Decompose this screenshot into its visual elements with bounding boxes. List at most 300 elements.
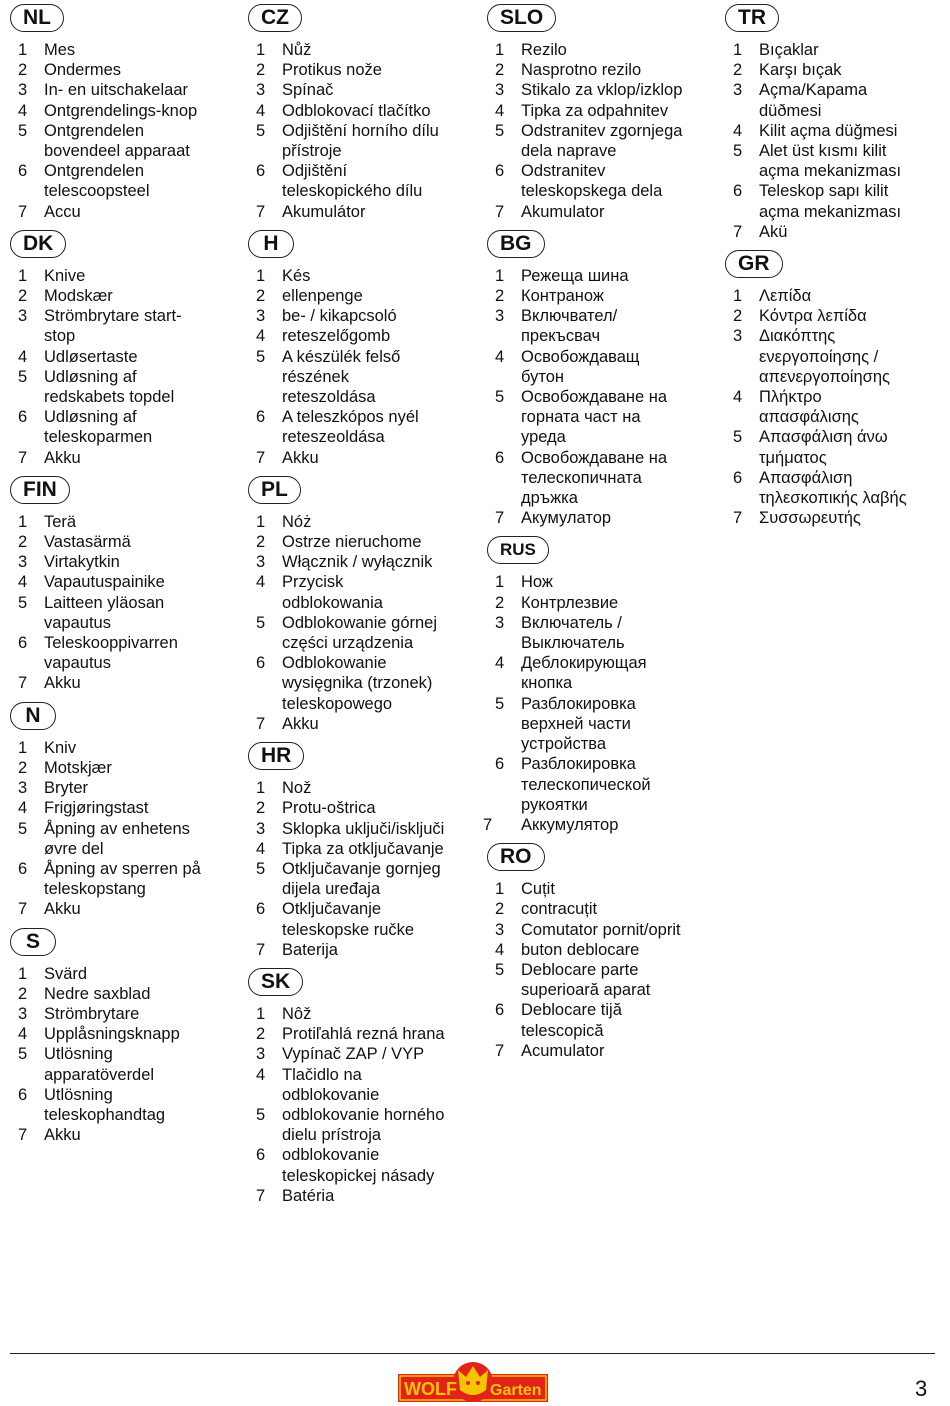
item-label: Συσσωρευτής bbox=[759, 509, 861, 528]
item-number: 4 bbox=[256, 573, 266, 592]
item-label: teleskophandtag bbox=[44, 1105, 166, 1124]
item-number: 2 bbox=[18, 533, 28, 552]
item-label: Comutator pornit/oprit bbox=[521, 920, 681, 939]
parts-list-item bbox=[10, 1004, 201, 1024]
item-label: teleskopickej násady bbox=[282, 1166, 435, 1185]
item-label: Контрлезвие bbox=[521, 593, 619, 612]
item-label: Protikus nože bbox=[282, 61, 382, 80]
parts-list-item bbox=[10, 758, 201, 778]
item-label: Ontgrendelen bbox=[44, 162, 144, 181]
parts-list-item bbox=[487, 754, 682, 815]
item-number: 1 bbox=[256, 41, 266, 59]
parts-list-item bbox=[487, 121, 682, 161]
item-label: Ondermes bbox=[44, 61, 122, 80]
item-number: 3 bbox=[256, 819, 266, 838]
item-label: τηλεσκοπικής λαβής bbox=[759, 489, 907, 508]
item-label: бутон bbox=[521, 367, 564, 386]
item-label: Акумулатор bbox=[521, 509, 612, 528]
item-label: teleskoparmen bbox=[44, 428, 153, 447]
item-label: stop bbox=[44, 327, 76, 346]
item-label: odblokovanie bbox=[282, 1085, 380, 1104]
item-number: 4 bbox=[495, 101, 505, 120]
item-number: 4 bbox=[495, 654, 505, 673]
item-number: 1 bbox=[256, 779, 266, 798]
item-number: 6 bbox=[256, 900, 266, 919]
parts-list-item bbox=[248, 778, 445, 798]
parts-list-item bbox=[10, 899, 201, 919]
item-number: 2 bbox=[18, 758, 28, 777]
parts-list-item bbox=[248, 266, 445, 286]
item-label: Strömbrytare start- bbox=[44, 307, 182, 326]
parts-list-item bbox=[487, 653, 682, 693]
item-label: reteszelőgomb bbox=[282, 327, 391, 346]
item-number: 2 bbox=[495, 61, 505, 80]
parts-list-item bbox=[725, 306, 907, 326]
item-label: Kés bbox=[282, 266, 311, 285]
language-code-badge: RUS bbox=[487, 536, 549, 564]
parts-list-item bbox=[10, 202, 201, 222]
item-number: 1 bbox=[18, 41, 28, 59]
item-label: dela naprave bbox=[521, 142, 617, 161]
item-label: A teleszkópos nyél bbox=[282, 408, 419, 427]
item-label: Nedre saxblad bbox=[44, 984, 151, 1003]
item-label: Nůž bbox=[282, 41, 312, 59]
item-label: buton deblocare bbox=[521, 940, 640, 959]
item-label: Διακόπτης bbox=[759, 327, 836, 346]
parts-list-item bbox=[248, 653, 445, 714]
parts-list-item bbox=[10, 40, 201, 60]
page-number: 3 bbox=[915, 1376, 928, 1401]
parts-list-item bbox=[483, 815, 682, 835]
item-label: απασφάλισης bbox=[759, 408, 859, 427]
parts-list-item bbox=[10, 101, 201, 121]
parts-list-item bbox=[248, 40, 445, 60]
language-section-s bbox=[10, 928, 201, 1146]
item-label: Stikalo za vklop/izklop bbox=[521, 81, 683, 100]
parts-list-item bbox=[248, 1186, 445, 1206]
language-code-badge: SK bbox=[248, 968, 303, 996]
item-label: Udløsning af bbox=[44, 408, 137, 427]
item-label: apparatöverdel bbox=[44, 1065, 155, 1084]
parts-list-item bbox=[725, 181, 907, 221]
item-label: Strömbrytare bbox=[44, 1004, 140, 1023]
item-number: 7 bbox=[733, 222, 743, 241]
item-number: 6 bbox=[495, 448, 505, 467]
item-number: 5 bbox=[18, 593, 28, 612]
parts-list-item bbox=[10, 532, 201, 552]
item-label: Включатель / bbox=[521, 613, 622, 632]
item-number: 6 bbox=[256, 1146, 266, 1165]
parts-list-item bbox=[248, 839, 445, 859]
item-label: In- en uitschakelaar bbox=[44, 81, 188, 100]
language-code-badge: GR bbox=[725, 250, 783, 278]
parts-list-item bbox=[487, 80, 682, 100]
parts-list-item bbox=[725, 60, 907, 80]
item-label: Motskjær bbox=[44, 758, 112, 777]
item-number: 3 bbox=[733, 81, 743, 100]
item-number: 6 bbox=[733, 182, 743, 201]
item-number: 3 bbox=[495, 920, 505, 939]
item-label: Режеща шина bbox=[521, 266, 629, 285]
item-number: 3 bbox=[18, 779, 28, 798]
item-label: A készülék felső bbox=[282, 347, 401, 366]
item-number: 6 bbox=[18, 1085, 28, 1104]
item-number: 1 bbox=[733, 41, 743, 59]
item-number: 1 bbox=[18, 266, 28, 285]
item-number: 4 bbox=[256, 327, 266, 346]
parts-list-item bbox=[10, 819, 201, 859]
parts-list-item bbox=[487, 1000, 682, 1040]
parts-list-item bbox=[487, 899, 682, 919]
item-label: Odjištění horního dílu bbox=[282, 121, 439, 140]
item-label: Spínač bbox=[282, 81, 334, 100]
item-label: Åpning av enhetens bbox=[44, 819, 190, 838]
item-label: Odjištění bbox=[282, 162, 348, 181]
language-code-badge: PL bbox=[248, 476, 301, 504]
item-number: 6 bbox=[18, 162, 28, 181]
item-label: Otključavanje gornjeg bbox=[282, 859, 441, 878]
item-label: Odblokovací tlačítko bbox=[282, 101, 431, 120]
item-label: Nóż bbox=[282, 512, 312, 531]
language-section-rus bbox=[483, 536, 682, 835]
item-label: teleskopstang bbox=[44, 880, 146, 899]
item-label: Κόντρα λεπίδα bbox=[759, 307, 867, 326]
item-label: Nož bbox=[282, 779, 312, 798]
language-code-badge: NL bbox=[10, 4, 64, 32]
item-number: 1 bbox=[18, 964, 28, 983]
parts-list-item bbox=[10, 80, 201, 100]
language-section-n bbox=[10, 702, 201, 920]
item-number: 2 bbox=[256, 287, 266, 306]
item-label: Освобождаващ bbox=[521, 347, 640, 366]
parts-list-item bbox=[248, 1065, 445, 1105]
item-label: Frigjøringstast bbox=[44, 799, 149, 818]
parts-list-item bbox=[248, 1004, 445, 1024]
item-number: 3 bbox=[18, 81, 28, 100]
item-number: 4 bbox=[256, 1065, 266, 1084]
item-number: 7 bbox=[256, 940, 266, 959]
item-label: дръжка bbox=[521, 489, 578, 508]
item-number: 3 bbox=[18, 553, 28, 572]
item-label: Protiľahlá rezná hrana bbox=[282, 1025, 445, 1044]
item-label: Protu-oštrica bbox=[282, 799, 376, 818]
parts-list-item bbox=[487, 593, 682, 613]
item-number: 6 bbox=[256, 162, 266, 181]
item-label: düðmesi bbox=[759, 101, 822, 120]
parts-list-item bbox=[10, 448, 201, 468]
parts-list-item bbox=[10, 633, 201, 673]
item-number: 5 bbox=[256, 121, 266, 140]
parts-list-item bbox=[10, 1125, 201, 1145]
item-label: Выключатель bbox=[521, 634, 625, 653]
language-section-pl bbox=[248, 476, 445, 734]
parts-list-item bbox=[10, 593, 201, 633]
parts-list-item bbox=[10, 964, 201, 984]
item-number: 7 bbox=[18, 674, 28, 693]
parts-list-item bbox=[487, 940, 682, 960]
item-label: Vapautuspainike bbox=[44, 573, 165, 592]
item-number: 4 bbox=[18, 573, 28, 592]
language-section-tr bbox=[725, 4, 907, 242]
parts-list-item bbox=[10, 347, 201, 367]
item-label: Vypínač ZAP / VYP bbox=[282, 1045, 425, 1064]
item-number: 5 bbox=[495, 388, 505, 407]
item-label: Laitteen yläosan bbox=[44, 593, 165, 612]
language-column-3 bbox=[483, 4, 683, 1069]
parts-list-item bbox=[725, 222, 907, 242]
item-number: 4 bbox=[18, 101, 28, 120]
parts-list-item bbox=[10, 572, 201, 592]
item-number: 7 bbox=[18, 900, 28, 919]
parts-list-item bbox=[248, 1105, 445, 1145]
item-number: 7 bbox=[18, 448, 28, 467]
parts-list-item bbox=[487, 60, 682, 80]
item-label: Akku bbox=[282, 714, 319, 733]
item-number: 7 bbox=[483, 815, 493, 834]
item-label: устройства bbox=[521, 735, 607, 754]
language-code-badge: HR bbox=[248, 742, 304, 770]
parts-list-item bbox=[487, 960, 682, 1000]
item-label: részének bbox=[282, 367, 349, 386]
item-label: Разблокировка bbox=[521, 755, 636, 774]
wolf-garten-logo bbox=[398, 1360, 548, 1406]
item-label: Kniv bbox=[44, 738, 77, 757]
item-label: Tipka za otključavanje bbox=[282, 839, 444, 858]
item-label: Включвател/ bbox=[521, 307, 618, 326]
item-label: Utlösning bbox=[44, 1085, 113, 1104]
item-number: 7 bbox=[256, 714, 266, 733]
logo-text-wolf: WOLF bbox=[404, 1379, 457, 1399]
item-number: 6 bbox=[495, 1001, 505, 1020]
item-number: 7 bbox=[256, 448, 266, 467]
parts-list-item bbox=[725, 40, 907, 60]
item-label: części urządzenia bbox=[282, 634, 414, 653]
item-label: Açma/Kapama bbox=[759, 81, 868, 100]
item-number: 5 bbox=[18, 1045, 28, 1064]
item-label: Освобождаване на bbox=[521, 448, 668, 467]
item-label: Teleskop sapı kilit bbox=[759, 182, 889, 201]
item-label: Tlačidlo na bbox=[282, 1065, 362, 1084]
language-code-badge: DK bbox=[10, 230, 66, 258]
item-number: 1 bbox=[256, 266, 266, 285]
item-number: 1 bbox=[495, 41, 505, 59]
item-number: 1 bbox=[256, 512, 266, 531]
item-label: Απασφάλιση άνω bbox=[759, 428, 888, 447]
parts-list-item bbox=[487, 694, 682, 755]
item-label: superioară aparat bbox=[521, 981, 651, 1000]
parts-list-item bbox=[487, 101, 682, 121]
item-label: Kilit açma düğmesi bbox=[759, 121, 898, 140]
parts-list-item bbox=[725, 508, 907, 528]
parts-list-item bbox=[248, 161, 445, 201]
item-number: 2 bbox=[256, 799, 266, 818]
language-section-hr bbox=[248, 742, 445, 960]
item-label: Sklopka uključi/isključi bbox=[282, 819, 445, 838]
parts-list-item bbox=[487, 161, 682, 201]
language-section-dk bbox=[10, 230, 201, 468]
language-section-gr bbox=[725, 250, 907, 528]
item-number: 6 bbox=[256, 654, 266, 673]
item-number: 1 bbox=[495, 880, 505, 899]
item-number: 7 bbox=[495, 202, 505, 221]
item-label: Knive bbox=[44, 266, 86, 285]
item-number: 2 bbox=[256, 533, 266, 552]
item-label: telescoopsteel bbox=[44, 182, 150, 201]
item-number: 1 bbox=[733, 287, 743, 306]
parts-list-item bbox=[725, 286, 907, 306]
parts-list-item bbox=[10, 859, 201, 899]
item-label: reteszoldása bbox=[282, 388, 376, 407]
item-number: 7 bbox=[18, 202, 28, 221]
item-label: wysięgnika (trzonek) bbox=[282, 674, 433, 693]
parts-list-item bbox=[248, 512, 445, 532]
item-number: 5 bbox=[495, 121, 505, 140]
item-number: 2 bbox=[495, 900, 505, 919]
item-label: Utlösning bbox=[44, 1045, 113, 1064]
parts-list-item bbox=[248, 613, 445, 653]
item-number: 5 bbox=[18, 819, 28, 838]
item-number: 6 bbox=[495, 755, 505, 774]
item-number: 5 bbox=[256, 1105, 266, 1124]
parts-list-item bbox=[248, 859, 445, 899]
item-label: ellenpenge bbox=[282, 287, 363, 306]
parts-list-item bbox=[248, 1145, 445, 1185]
item-label: bovendeel apparaat bbox=[44, 142, 190, 161]
item-number: 4 bbox=[18, 1025, 28, 1044]
parts-list-item bbox=[487, 306, 682, 346]
item-label: dielu prístroja bbox=[282, 1126, 382, 1145]
item-number: 5 bbox=[256, 347, 266, 366]
parts-list-item bbox=[725, 80, 907, 120]
item-number: 4 bbox=[733, 121, 743, 140]
item-label: Odstranitev zgornjega bbox=[521, 121, 683, 140]
parts-list-item bbox=[10, 1024, 201, 1044]
parts-list-item bbox=[725, 387, 907, 427]
item-label: телескопической bbox=[521, 775, 651, 794]
language-section-sk bbox=[248, 968, 445, 1206]
parts-list-item bbox=[10, 778, 201, 798]
parts-list-item bbox=[487, 1041, 682, 1061]
item-label: кнопка bbox=[521, 674, 573, 693]
item-number: 4 bbox=[495, 347, 505, 366]
item-number: 5 bbox=[18, 121, 28, 140]
item-label: Nasprotno rezilo bbox=[521, 61, 642, 80]
item-number: 6 bbox=[495, 162, 505, 181]
parts-list-item bbox=[248, 532, 445, 552]
language-code-badge: FIN bbox=[10, 476, 70, 504]
item-number: 7 bbox=[495, 1041, 505, 1060]
parts-list-item bbox=[10, 60, 201, 80]
item-number: 4 bbox=[18, 347, 28, 366]
item-label: Upplåsningsknapp bbox=[44, 1025, 180, 1044]
language-section-fin bbox=[10, 476, 201, 694]
item-number: 1 bbox=[495, 573, 505, 592]
item-label: Åpning av sperren på bbox=[44, 859, 201, 878]
item-number: 3 bbox=[495, 307, 505, 326]
item-label: Akku bbox=[282, 448, 319, 467]
parts-list-item bbox=[487, 266, 682, 286]
item-label: contracuțit bbox=[521, 900, 598, 919]
item-label: Baterija bbox=[282, 940, 338, 959]
item-label: Teleskooppivarren bbox=[44, 634, 178, 653]
parts-list-item bbox=[487, 572, 682, 592]
language-code-badge: H bbox=[248, 230, 294, 258]
parts-list-item bbox=[10, 407, 201, 447]
item-label: Terä bbox=[44, 512, 77, 531]
language-code-badge: CZ bbox=[248, 4, 302, 32]
item-number: 1 bbox=[18, 738, 28, 757]
item-label: Udløsertaste bbox=[44, 347, 138, 366]
parts-list-item bbox=[10, 984, 201, 1004]
item-number: 2 bbox=[18, 984, 28, 1003]
item-number: 6 bbox=[733, 468, 743, 487]
item-number: 2 bbox=[733, 61, 743, 80]
item-number: 3 bbox=[256, 307, 266, 326]
item-label: Nôž bbox=[282, 1004, 312, 1023]
language-code-badge: N bbox=[10, 702, 56, 730]
item-number: 5 bbox=[495, 960, 505, 979]
item-label: odblokovanie horného bbox=[282, 1105, 445, 1124]
parts-list-item bbox=[487, 879, 682, 899]
item-label: Karşı bıçak bbox=[759, 61, 842, 80]
item-label: Deblocare parte bbox=[521, 960, 639, 979]
item-label: Akku bbox=[44, 448, 81, 467]
item-number: 6 bbox=[256, 408, 266, 427]
item-label: телескопичната bbox=[521, 468, 642, 487]
parts-list-item bbox=[487, 202, 682, 222]
footer-divider bbox=[10, 1353, 935, 1354]
parts-list-item bbox=[725, 326, 907, 387]
item-label: Контранож bbox=[521, 287, 604, 306]
item-number: 3 bbox=[495, 613, 505, 632]
item-number: 7 bbox=[733, 509, 743, 528]
parts-list-item bbox=[248, 286, 445, 306]
item-label: vapautus bbox=[44, 654, 111, 673]
parts-list-item bbox=[725, 468, 907, 508]
item-number: 7 bbox=[256, 1186, 266, 1205]
parts-list-item bbox=[248, 552, 445, 572]
item-label: Akü bbox=[759, 222, 788, 241]
parts-list-item bbox=[10, 798, 201, 818]
parts-list-item bbox=[248, 714, 445, 734]
item-label: Akku bbox=[44, 1126, 81, 1145]
parts-list-item bbox=[248, 899, 445, 939]
parts-list-item bbox=[248, 60, 445, 80]
item-number: 1 bbox=[18, 512, 28, 531]
item-label: telescopică bbox=[521, 1021, 604, 1040]
item-label: рукоятки bbox=[521, 795, 588, 814]
item-label: Akumulator bbox=[521, 202, 605, 221]
item-label: Πλήκτρο bbox=[759, 388, 822, 407]
item-number: 3 bbox=[495, 81, 505, 100]
item-number: 3 bbox=[18, 1004, 28, 1023]
language-section-h bbox=[248, 230, 445, 468]
language-column-4 bbox=[725, 4, 907, 536]
item-number: 3 bbox=[256, 81, 266, 100]
item-label: přístroje bbox=[282, 142, 342, 161]
parts-list-item bbox=[10, 367, 201, 407]
item-label: Ostrze nieruchome bbox=[282, 533, 422, 552]
parts-list-item bbox=[487, 347, 682, 387]
item-number: 2 bbox=[18, 61, 28, 80]
item-label: Akku bbox=[44, 900, 81, 919]
parts-list-item bbox=[487, 286, 682, 306]
item-number: 5 bbox=[256, 859, 266, 878]
item-number: 1 bbox=[256, 1004, 266, 1023]
logo-text-garten: Garten bbox=[490, 1382, 542, 1399]
item-label: Λεπίδα bbox=[759, 287, 812, 306]
parts-list-item bbox=[725, 121, 907, 141]
